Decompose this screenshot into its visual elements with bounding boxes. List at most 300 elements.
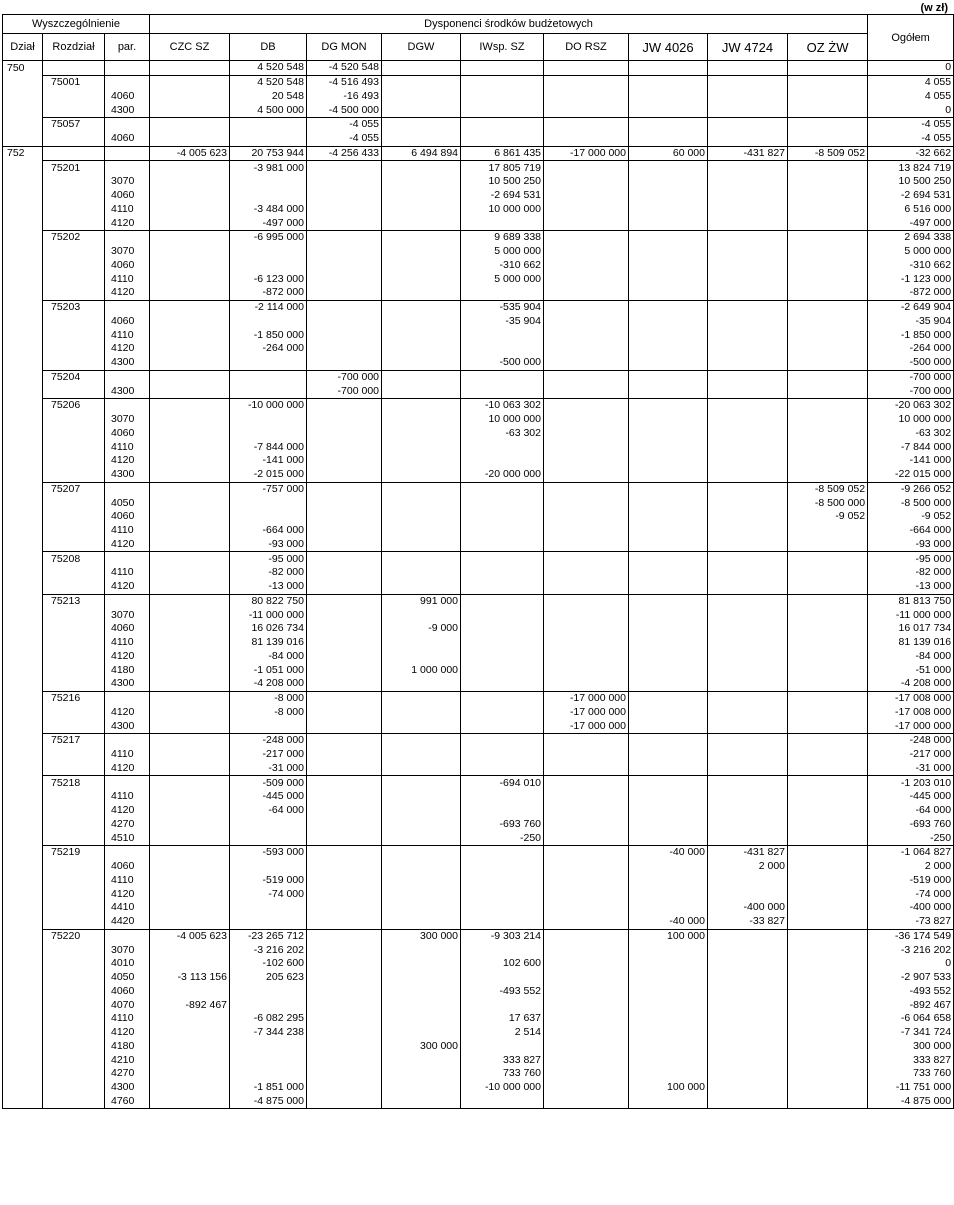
cell-par: [105, 399, 150, 413]
cell-dg-mon: [307, 1040, 382, 1054]
cell-ogolem: -264 000: [868, 342, 954, 356]
header-dg-mon: DG MON: [307, 34, 382, 61]
cell-ogolem: -17 008 000: [868, 706, 954, 720]
cell-rozdzial: [43, 762, 105, 776]
cell-dgw: [382, 566, 461, 580]
cell-iwsp-sz: [461, 874, 544, 888]
cell-ogolem: -250: [868, 831, 954, 845]
cell-dgw: [382, 315, 461, 329]
cell-rozdzial: [43, 384, 105, 398]
cell-dg-mon: [307, 998, 382, 1012]
cell-dzial: [3, 342, 43, 356]
cell-dg-mon: [307, 860, 382, 874]
cell-dgw: [382, 762, 461, 776]
cell-dzial: [3, 734, 43, 748]
cell-rozdzial: 75216: [43, 691, 105, 705]
cell-db: -23 265 712: [230, 929, 307, 943]
cell-czc-sz: [150, 1040, 230, 1054]
cell-iwsp-sz: [461, 384, 544, 398]
cell-dgw: 1 000 000: [382, 663, 461, 677]
cell-oz-zw: [788, 61, 868, 76]
cell-dzial: 750: [3, 61, 43, 76]
cell-dgw: [382, 524, 461, 538]
table-row: [3, 818, 954, 832]
cell-iwsp-sz: -10 000 000: [461, 1081, 544, 1095]
cell-czc-sz: [150, 468, 230, 482]
cell-jw-4724: [708, 189, 788, 203]
cell-oz-zw: [788, 636, 868, 650]
cell-dgw: [382, 216, 461, 230]
cell-dg-mon: [307, 454, 382, 468]
cell-dzial: [3, 75, 43, 89]
cell-oz-zw: [788, 1026, 868, 1040]
cell-rozdzial: 75207: [43, 482, 105, 496]
cell-dgw: [382, 818, 461, 832]
cell-jw-4724: -431 827: [708, 146, 788, 161]
cell-jw-4026: [629, 594, 708, 608]
cell-par: [105, 846, 150, 860]
cell-czc-sz: [150, 315, 230, 329]
cell-ogolem: 733 760: [868, 1067, 954, 1081]
cell-jw-4026: [629, 1026, 708, 1040]
cell-czc-sz: [150, 399, 230, 413]
cell-dgw: [382, 831, 461, 845]
table-row: [3, 971, 954, 985]
cell-jw-4026: [629, 860, 708, 874]
cell-rozdzial: 75001: [43, 75, 105, 89]
cell-par: 3070: [105, 413, 150, 427]
cell-par: 4110: [105, 748, 150, 762]
cell-iwsp-sz: -2 694 531: [461, 189, 544, 203]
cell-dg-mon: [307, 901, 382, 915]
cell-par: 4760: [105, 1095, 150, 1109]
cell-ogolem: -93 000: [868, 538, 954, 552]
table-row: [3, 831, 954, 845]
cell-do-rsz: [544, 427, 629, 441]
cell-czc-sz: [150, 677, 230, 691]
cell-jw-4026: [629, 482, 708, 496]
cell-jw-4724: [708, 1026, 788, 1040]
cell-czc-sz: [150, 356, 230, 370]
cell-do-rsz: [544, 860, 629, 874]
cell-czc-sz: [150, 103, 230, 117]
cell-jw-4026: [629, 203, 708, 217]
cell-ogolem: -20 063 302: [868, 399, 954, 413]
cell-iwsp-sz: -493 552: [461, 985, 544, 999]
cell-par: [105, 61, 150, 76]
cell-dg-mon: [307, 719, 382, 733]
cell-dzial: [3, 804, 43, 818]
cell-par: [105, 146, 150, 161]
cell-rozdzial: [43, 259, 105, 273]
cell-jw-4724: [708, 608, 788, 622]
table-row: [3, 1053, 954, 1067]
cell-dzial: [3, 384, 43, 398]
cell-do-rsz: [544, 887, 629, 901]
cell-oz-zw: [788, 691, 868, 705]
cell-iwsp-sz: [461, 762, 544, 776]
table-row: [3, 719, 954, 733]
cell-jw-4026: [629, 315, 708, 329]
cell-dgw: [382, 874, 461, 888]
cell-ogolem: -497 000: [868, 216, 954, 230]
cell-dgw: [382, 552, 461, 566]
cell-oz-zw: [788, 719, 868, 733]
cell-dg-mon: [307, 328, 382, 342]
cell-czc-sz: [150, 231, 230, 245]
cell-jw-4724: [708, 1053, 788, 1067]
cell-par: [105, 734, 150, 748]
cell-dg-mon: [307, 468, 382, 482]
cell-dg-mon: [307, 259, 382, 273]
cell-dzial: [3, 259, 43, 273]
cell-czc-sz: [150, 300, 230, 314]
cell-oz-zw: [788, 132, 868, 146]
cell-dg-mon: [307, 524, 382, 538]
cell-iwsp-sz: [461, 328, 544, 342]
cell-dgw: [382, 342, 461, 356]
cell-db: -509 000: [230, 776, 307, 790]
table-row: [3, 538, 954, 552]
cell-dzial: [3, 1067, 43, 1081]
table-row: [3, 272, 954, 286]
cell-iwsp-sz: [461, 440, 544, 454]
cell-rozdzial: [43, 874, 105, 888]
cell-dgw: [382, 272, 461, 286]
cell-dg-mon: [307, 580, 382, 594]
cell-jw-4724: [708, 677, 788, 691]
cell-rozdzial: [43, 622, 105, 636]
cell-db: -3 981 000: [230, 161, 307, 175]
cell-oz-zw: [788, 272, 868, 286]
cell-jw-4026: [629, 552, 708, 566]
cell-dzial: [3, 454, 43, 468]
cell-db: -7 844 000: [230, 440, 307, 454]
cell-iwsp-sz: [461, 342, 544, 356]
cell-do-rsz: [544, 804, 629, 818]
cell-dg-mon: [307, 399, 382, 413]
cell-iwsp-sz: [461, 1095, 544, 1109]
cell-do-rsz: [544, 468, 629, 482]
cell-iwsp-sz: [461, 118, 544, 132]
table-row: [3, 776, 954, 790]
cell-ogolem: -2 907 533: [868, 971, 954, 985]
cell-iwsp-sz: [461, 734, 544, 748]
table-row: [3, 957, 954, 971]
table-row: [3, 1026, 954, 1040]
cell-czc-sz: [150, 1053, 230, 1067]
cell-dgw: [382, 118, 461, 132]
cell-par: 4300: [105, 677, 150, 691]
cell-rozdzial: [43, 1081, 105, 1095]
cell-ogolem: -32 662: [868, 146, 954, 161]
cell-do-rsz: [544, 677, 629, 691]
cell-do-rsz: [544, 1067, 629, 1081]
cell-do-rsz: [544, 790, 629, 804]
cell-jw-4724: [708, 650, 788, 664]
cell-jw-4026: [629, 399, 708, 413]
cell-czc-sz: [150, 1067, 230, 1081]
cell-rozdzial: [43, 915, 105, 929]
cell-rozdzial: 75202: [43, 231, 105, 245]
cell-dg-mon: [307, 706, 382, 720]
cell-iwsp-sz: [461, 454, 544, 468]
cell-dzial: [3, 132, 43, 146]
cell-dgw: [382, 943, 461, 957]
cell-par: [105, 929, 150, 943]
cell-dzial: [3, 328, 43, 342]
cell-ogolem: 5 000 000: [868, 245, 954, 259]
cell-ogolem: -2 649 904: [868, 300, 954, 314]
cell-jw-4724: [708, 300, 788, 314]
cell-oz-zw: [788, 356, 868, 370]
cell-jw-4724: [708, 818, 788, 832]
cell-ogolem: -11 751 000: [868, 1081, 954, 1095]
cell-czc-sz: [150, 216, 230, 230]
cell-ogolem: 81 813 750: [868, 594, 954, 608]
cell-jw-4026: [629, 454, 708, 468]
cell-jw-4724: [708, 427, 788, 441]
cell-dgw: [382, 496, 461, 510]
cell-db: [230, 315, 307, 329]
cell-do-rsz: [544, 482, 629, 496]
cell-ogolem: -493 552: [868, 985, 954, 999]
cell-czc-sz: [150, 482, 230, 496]
cell-rozdzial: [43, 971, 105, 985]
table-row: [3, 887, 954, 901]
cell-do-rsz: [544, 216, 629, 230]
table-row: [3, 748, 954, 762]
cell-do-rsz: [544, 1081, 629, 1095]
table-row: [3, 216, 954, 230]
cell-dgw: [382, 538, 461, 552]
cell-czc-sz: [150, 566, 230, 580]
cell-par: 4110: [105, 272, 150, 286]
cell-db: [230, 818, 307, 832]
cell-jw-4026: [629, 608, 708, 622]
cell-dzial: [3, 356, 43, 370]
cell-db: -2 015 000: [230, 468, 307, 482]
cell-dzial: [3, 272, 43, 286]
cell-oz-zw: [788, 468, 868, 482]
cell-czc-sz: [150, 804, 230, 818]
cell-jw-4724: [708, 286, 788, 300]
cell-iwsp-sz: [461, 804, 544, 818]
cell-dgw: [382, 734, 461, 748]
cell-iwsp-sz: [461, 482, 544, 496]
cell-jw-4026: [629, 90, 708, 104]
cell-db: [230, 831, 307, 845]
cell-do-rsz: [544, 971, 629, 985]
cell-db: 80 822 750: [230, 594, 307, 608]
cell-dzial: [3, 901, 43, 915]
cell-iwsp-sz: -63 302: [461, 427, 544, 441]
cell-do-rsz: [544, 245, 629, 259]
cell-czc-sz: [150, 887, 230, 901]
cell-jw-4026: [629, 216, 708, 230]
cell-dgw: [382, 846, 461, 860]
cell-dgw: [382, 901, 461, 915]
cell-jw-4724: [708, 663, 788, 677]
cell-dg-mon: [307, 161, 382, 175]
cell-iwsp-sz: [461, 943, 544, 957]
cell-db: -4 875 000: [230, 1095, 307, 1109]
cell-ogolem: -51 000: [868, 663, 954, 677]
cell-czc-sz: [150, 272, 230, 286]
cell-db: -64 000: [230, 804, 307, 818]
cell-rozdzial: [43, 90, 105, 104]
cell-ogolem: -95 000: [868, 552, 954, 566]
cell-rozdzial: [43, 454, 105, 468]
cell-ogolem: 81 139 016: [868, 636, 954, 650]
cell-jw-4026: [629, 734, 708, 748]
cell-jw-4724: [708, 216, 788, 230]
cell-oz-zw: [788, 608, 868, 622]
cell-iwsp-sz: [461, 566, 544, 580]
cell-dzial: [3, 719, 43, 733]
cell-jw-4724: [708, 342, 788, 356]
cell-rozdzial: [43, 427, 105, 441]
cell-iwsp-sz: [461, 622, 544, 636]
cell-jw-4724: [708, 831, 788, 845]
cell-jw-4724: [708, 203, 788, 217]
cell-dzial: [3, 985, 43, 999]
cell-do-rsz: [544, 622, 629, 636]
cell-dg-mon: [307, 300, 382, 314]
cell-par: 4120: [105, 286, 150, 300]
cell-ogolem: -872 000: [868, 286, 954, 300]
header-ogolem: Ogółem: [868, 15, 954, 61]
cell-jw-4724: [708, 524, 788, 538]
cell-dgw: [382, 399, 461, 413]
cell-dgw: [382, 776, 461, 790]
cell-dgw: [382, 132, 461, 146]
cell-jw-4724: [708, 328, 788, 342]
cell-dg-mon: [307, 776, 382, 790]
cell-ogolem: -700 000: [868, 370, 954, 384]
cell-oz-zw: [788, 538, 868, 552]
table-row: [3, 915, 954, 929]
cell-oz-zw: [788, 216, 868, 230]
cell-do-rsz: [544, 328, 629, 342]
cell-db: -6 123 000: [230, 272, 307, 286]
cell-jw-4026: [629, 161, 708, 175]
cell-jw-4026: [629, 677, 708, 691]
cell-czc-sz: [150, 957, 230, 971]
cell-dgw: [382, 482, 461, 496]
cell-ogolem: -22 015 000: [868, 468, 954, 482]
cell-dgw: [382, 706, 461, 720]
cell-rozdzial: [43, 538, 105, 552]
cell-dg-mon: [307, 929, 382, 943]
cell-jw-4724: [708, 454, 788, 468]
cell-iwsp-sz: [461, 860, 544, 874]
table-row: [3, 874, 954, 888]
cell-jw-4724: [708, 804, 788, 818]
cell-iwsp-sz: [461, 719, 544, 733]
cell-oz-zw: [788, 315, 868, 329]
cell-iwsp-sz: 10 500 250: [461, 175, 544, 189]
cell-db: [230, 384, 307, 398]
cell-db: -664 000: [230, 524, 307, 538]
cell-dgw: [382, 677, 461, 691]
cell-par: 4270: [105, 1067, 150, 1081]
cell-do-rsz: [544, 762, 629, 776]
cell-do-rsz: [544, 1053, 629, 1067]
cell-par: 4420: [105, 915, 150, 929]
cell-dzial: [3, 538, 43, 552]
cell-oz-zw: [788, 971, 868, 985]
cell-db: -757 000: [230, 482, 307, 496]
cell-dzial: [3, 636, 43, 650]
table-row: [3, 328, 954, 342]
cell-do-rsz: [544, 566, 629, 580]
cell-ogolem: -3 216 202: [868, 943, 954, 957]
cell-oz-zw: [788, 762, 868, 776]
cell-par: 4120: [105, 216, 150, 230]
cell-jw-4026: [629, 985, 708, 999]
cell-czc-sz: [150, 75, 230, 89]
cell-iwsp-sz: [461, 538, 544, 552]
cell-ogolem: -700 000: [868, 384, 954, 398]
cell-iwsp-sz: -20 000 000: [461, 468, 544, 482]
cell-par: 4210: [105, 1053, 150, 1067]
cell-jw-4724: [708, 510, 788, 524]
cell-czc-sz: -3 113 156: [150, 971, 230, 985]
cell-iwsp-sz: [461, 915, 544, 929]
cell-par: 4120: [105, 706, 150, 720]
cell-dg-mon: [307, 691, 382, 705]
cell-dg-mon: -700 000: [307, 384, 382, 398]
cell-dg-mon: [307, 762, 382, 776]
cell-czc-sz: [150, 1081, 230, 1095]
cell-ogolem: -17 008 000: [868, 691, 954, 705]
cell-db: -141 000: [230, 454, 307, 468]
cell-dgw: [382, 510, 461, 524]
cell-do-rsz: [544, 734, 629, 748]
cell-jw-4026: [629, 818, 708, 832]
cell-dg-mon: [307, 203, 382, 217]
cell-db: -10 000 000: [230, 399, 307, 413]
cell-oz-zw: [788, 328, 868, 342]
cell-do-rsz: [544, 75, 629, 89]
cell-dzial: [3, 622, 43, 636]
cell-do-rsz: [544, 175, 629, 189]
cell-dgw: [382, 790, 461, 804]
cell-jw-4026: [629, 132, 708, 146]
cell-db: -1 851 000: [230, 1081, 307, 1095]
cell-oz-zw: [788, 1067, 868, 1081]
cell-czc-sz: [150, 175, 230, 189]
cell-dg-mon: [307, 677, 382, 691]
cell-iwsp-sz: 6 861 435: [461, 146, 544, 161]
cell-iwsp-sz: [461, 636, 544, 650]
cell-dg-mon: [307, 1053, 382, 1067]
cell-dg-mon: [307, 315, 382, 329]
cell-jw-4026: 100 000: [629, 929, 708, 943]
cell-dzial: [3, 370, 43, 384]
cell-dzial: [3, 90, 43, 104]
cell-ogolem: 6 516 000: [868, 203, 954, 217]
cell-db: -8 000: [230, 691, 307, 705]
cell-jw-4724: [708, 762, 788, 776]
cell-ogolem: -4 208 000: [868, 677, 954, 691]
table-row: [3, 482, 954, 496]
cell-iwsp-sz: [461, 61, 544, 76]
cell-jw-4026: -40 000: [629, 915, 708, 929]
cell-dgw: [382, 189, 461, 203]
cell-dg-mon: [307, 189, 382, 203]
